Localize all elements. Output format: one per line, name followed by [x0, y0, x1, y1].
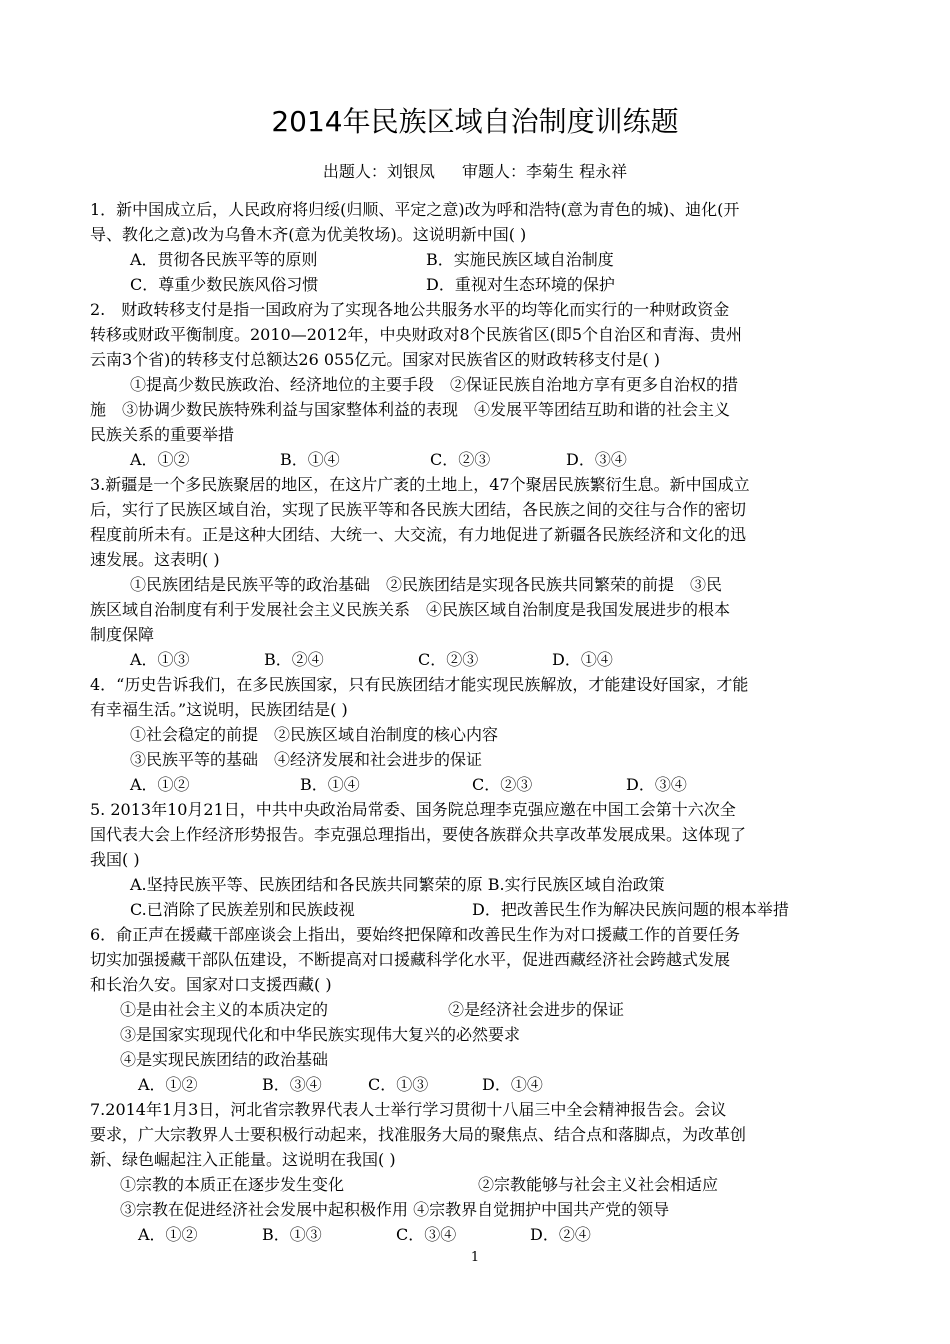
option: C．②③ [430, 450, 491, 469]
option: B．实施民族区域自治制度 [426, 250, 614, 269]
text-line: 施 ③协调少数民族特殊利益与国家整体利益的表现 ④发展平等团结互助和谐的社会主义 [90, 400, 731, 419]
option-line [90, 1172, 860, 1197]
option: C．①③ [368, 1075, 429, 1094]
text-line: A.坚持民族平等、民族团结和各民族共同繁荣的原 B.实行民族区域自治政策 [130, 875, 665, 894]
text-line: 切实加强援藏干部队伍建设，不断提高对口援藏科学化水平，促进西藏经济社会跨越式发展 [90, 950, 731, 969]
option: D．重视对生态环境的保护 [426, 275, 615, 294]
text-line: 族区域自治制度有利于发展社会主义民族关系 ④民族区域自治制度是我国发展进步的根本 [90, 600, 731, 619]
option: A．①② [138, 1075, 198, 1094]
text-line: 1．新中国成立后，人民政府将归绥(归顺、平定之意)改为呼和浩特(意为青色的城)、迪化(开 [90, 200, 740, 219]
text-line: 民族关系的重要举措 [90, 425, 235, 444]
option: ①宗教的本质正在逐步发生变化 [120, 1175, 345, 1194]
option-line [90, 1072, 860, 1097]
option: B．③④ [262, 1075, 322, 1094]
option: D．①④ [482, 1075, 543, 1094]
page-number: 1 [470, 1250, 480, 1265]
text-line: ④是实现民族团结的政治基础 [120, 1050, 329, 1069]
option-line [90, 647, 860, 672]
text-line: 6．俞正声在援藏干部座谈会上指出，要始终把保障和改善民生作为对口援藏工作的首要任务 [90, 925, 741, 944]
option-line [90, 247, 860, 272]
option: B．②④ [264, 650, 324, 669]
option-line [90, 1222, 860, 1247]
option: C.已消除了民族差别和民族歧视 [130, 900, 355, 919]
option: D．把改善民生作为解决民族问题的根本举措 [472, 900, 789, 919]
text-line: 4．“历史告诉我们，在多民族国家，只有民族团结才能实现民族解放，才能建设好国家，才能 [90, 675, 749, 694]
text-line: ①社会稳定的前提 ②民族区域自治制度的核心内容 [130, 725, 499, 744]
reviewer-names: 审题人：李菊生 程永祥 [462, 162, 628, 181]
text-line: 我国( ) [90, 850, 140, 869]
text-line: 新、绿色崛起注入正能量。这说明在我国( ) [90, 1150, 396, 1169]
author-line [0, 160, 950, 184]
text-line: 程度前所未有。正是这种大团结、大统一、大交流，有力地促进了新疆各民族经济和文化的迅 [90, 525, 747, 544]
text-line: 转移或财政平衡制度。2010—2012年，中央财政对8个民族省区(即5个自治区和青海、贵州 [90, 325, 743, 344]
text-line: 3.新疆是一个多民族聚居的地区，在这片广袤的土地上，47个聚居民族繁衍生息。新中国成立 [90, 475, 750, 494]
text-line: 2. 财政转移支付是指一国政府为了实现各地公共服务水平的均等化而实行的一种财政资金 [90, 300, 730, 319]
text-line: 要求，广大宗教界人士要积极行动起来，找准服务大局的聚焦点、结合点和落脚点，为改革创 [90, 1125, 747, 1144]
option: A．①② [130, 450, 190, 469]
option: D．③④ [566, 450, 627, 469]
option-line [90, 772, 860, 797]
text-line: 速发展。这表明( ) [90, 550, 220, 569]
option: ①是由社会主义的本质决定的 [120, 1000, 329, 1019]
option: D．③④ [626, 775, 687, 794]
option: ②宗教能够与社会主义社会相适应 [478, 1175, 719, 1194]
text-line: ①民族团结是民族平等的政治基础 ②民族团结是实现各民族共同繁荣的前提 ③民 [130, 575, 723, 594]
question-body [90, 197, 860, 1247]
text-line: 国代表大会上作经济形势报告。李克强总理指出，要使各族群众共享改革发展成果。这体现了 [90, 825, 747, 844]
option: D．①④ [552, 650, 613, 669]
option-line [90, 447, 860, 472]
option: C．③④ [396, 1225, 457, 1244]
text-line: 后，实行了民族区域自治，实现了民族平等和各民族大团结，各民族之间的交往与合作的密切 [90, 500, 747, 519]
option: A．①② [130, 775, 190, 794]
option-line [90, 272, 860, 297]
option: ②是经济社会进步的保证 [448, 1000, 625, 1019]
text-line: ③是国家实现现代化和中华民族实现伟大复兴的必然要求 [120, 1025, 521, 1044]
option: C．②③ [472, 775, 533, 794]
option: B．①③ [262, 1225, 322, 1244]
text-line: ①提高少数民族政治、经济地位的主要手段 ②保证民族自治地方享有更多自治权的措 [130, 375, 739, 394]
text-line: ③民族平等的基础 ④经济发展和社会进步的保证 [130, 750, 483, 769]
option: C．尊重少数民族风俗习惯 [130, 275, 319, 294]
option: A．贯彻各民族平等的原则 [130, 250, 318, 269]
text-line: 云南3个省)的转移支付总额达26 055亿元。国家对民族省区的财政转移支付是( ) [90, 350, 660, 369]
document-title: 2014年民族区域自治制度训练题 [271, 105, 679, 138]
text-line: 7.2014年1月3日，河北省宗教界代表人士举行学习贯彻十八届三中全会精神报告会。会议 [90, 1100, 727, 1119]
option-line [90, 997, 860, 1022]
setter-name: 出题人：刘银凤 [322, 162, 435, 181]
text-line: 有幸福生活。”这说明，民族团结是( ) [90, 700, 348, 719]
option: A．①② [138, 1225, 198, 1244]
option: A．①③ [130, 650, 190, 669]
option: B．①④ [280, 450, 340, 469]
text-line: 制度保障 [90, 625, 155, 644]
option-line [90, 897, 860, 922]
option: C．②③ [418, 650, 479, 669]
text-line: 导、教化之意)改为乌鲁木齐(意为优美牧场)。这说明新中国( ) [90, 225, 527, 244]
option: B．①④ [300, 775, 360, 794]
text-line: 5. 2013年10月21日，中共中央政治局常委、国务院总理李克强应邀在中国工会第十六次全 [90, 800, 736, 819]
text-line: ③宗教在促进经济社会发展中起积极作用 ④宗教界自觉拥护中国共产党的领导 [120, 1200, 670, 1219]
option: D．②④ [530, 1225, 591, 1244]
text-line: 和长治久安。国家对口支援西藏( ) [90, 975, 332, 994]
